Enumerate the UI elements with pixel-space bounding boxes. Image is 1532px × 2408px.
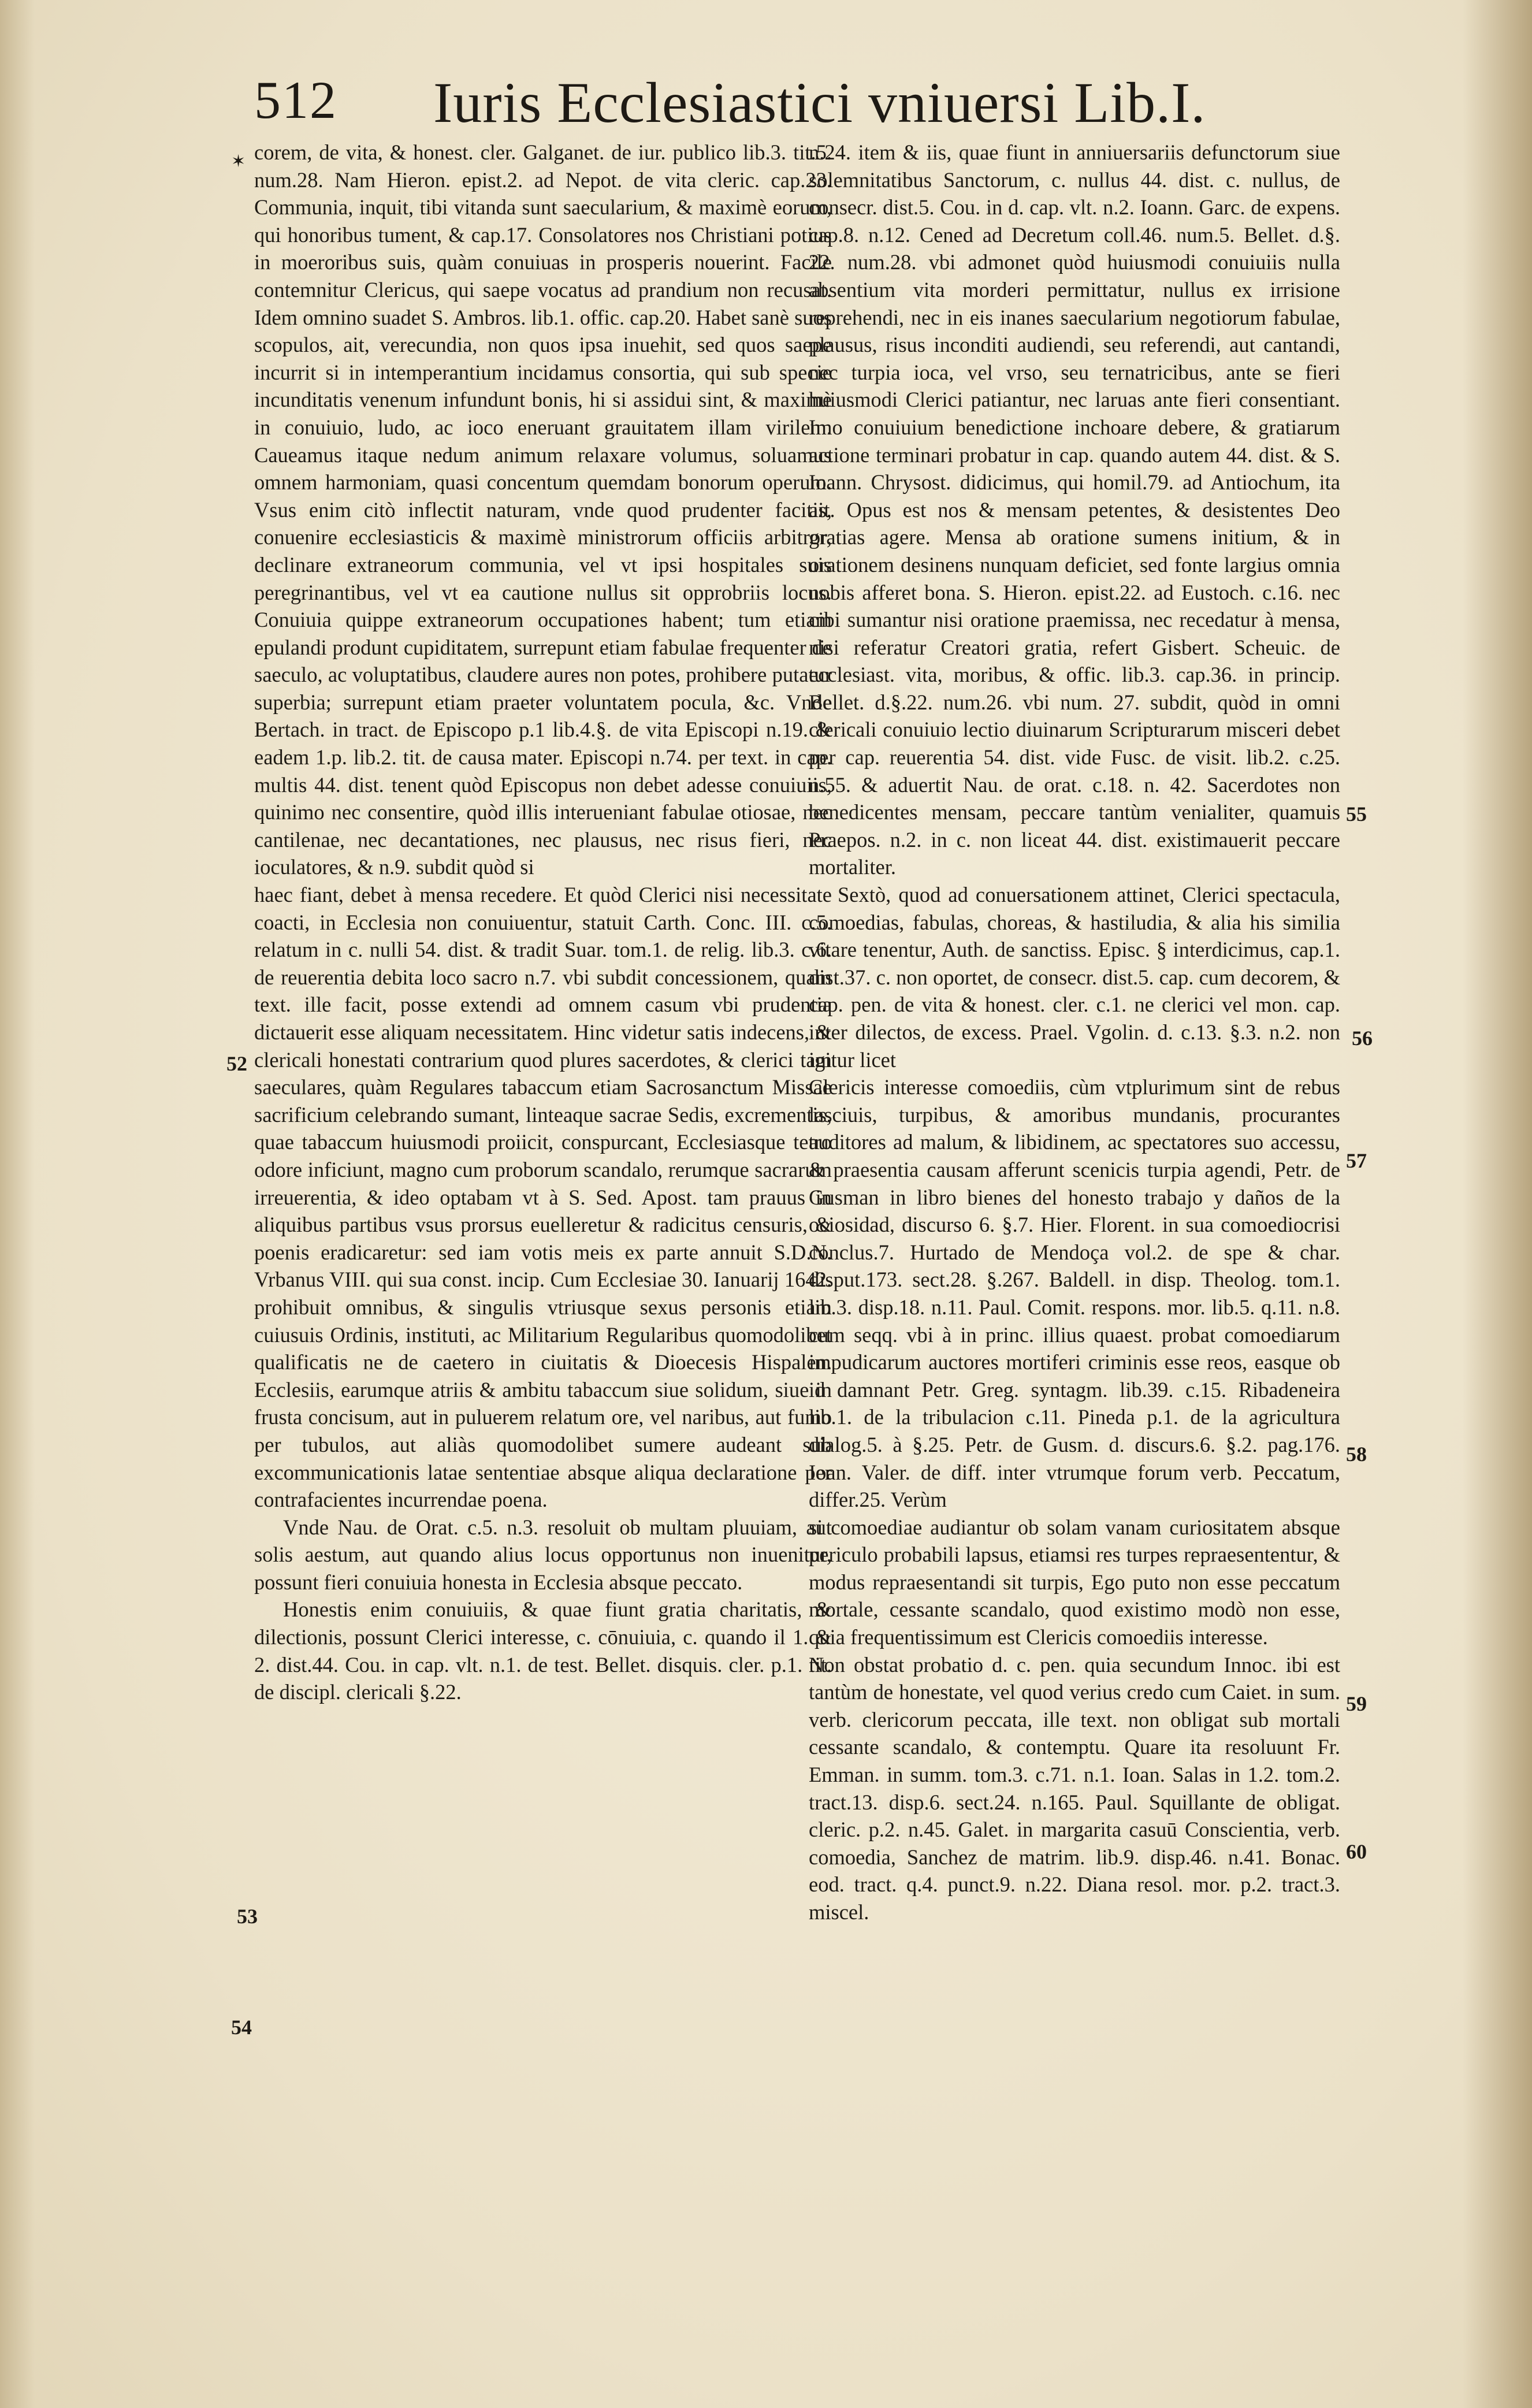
page-number: 512 [254,70,337,129]
paragraph-56: Sextò, quod ad conuersationem attinet, Clerici spectacula, comoedias, fabulas, choreas, & hastiludia, & alia his similia vitare tenentur, Auth. de sanctiss. Episc. § interdicimus, cap.1. dist.37. c. non oportet, de consecr. dist.5. cap. cum decorem, & cap. pen. de vita & honest. cler. c.1. ne clerici vel mon. cap. inter dilectos, de excess. Prael. Vgolin. d. c.13. §.3. n.2. non igitur licet [809,883,1340,1072]
paragraph-60: Non obstat probatio d. c. pen. quia secundum Innoc. ibi est tantùm de honestate, vel quod verius credo cum Caiet. in sum. verb. clericorum peccata, ille text. non obligat sub mortali cessante scandalo, & contemptu. Quare ita resoluunt Fr. Emman. in summ. tom.3. c.71. n.1. Ioan. Salas in 1.2. tom.2. tract.13. disp.6. sect.24. n.165. Paul. Squillante de obligat. cleric. p.2. n.45. Galet. in margarita casuū Conscientia, verb. comoedia, Sanchez de matrim. lib.9. disp.46. n.41. Bonac. eod. tract. q.4. punct.9. n.22. Diana resol. mor. p.2. tract.3. miscel. [809,1652,1340,1924]
margin-number-58: 58 [1346,1443,1367,1466]
paragraph-57: Clericis interesse comoediis, cùm vtplurimum sint de rebus lasciuis, turpibus, & amoribus mundanis, procurantes auditores ad malum, & libidinem, ac spectatores suo accessu, & praesentia causam afferunt scenicis turpia agendi, Petr. de Gusman in libro bienes del honesto trabajo y daños de la ociosidad, discurso 6. §.7. Hier. Florent. in sua comoediocrisi conclus.7. Hurtado de Mendoça vol.2. de spe & char. disput.173. sect.28. §.267. Baldell. in disp. Theolog. tom.1. lib.3. disp.18. n.11. Paul. Comit. respons. mor. lib.5. q.11. n.8. cum seqq. vbi à in princ. illius quaest. probat comoediarum impudicarum auctores mortiferi criminis esse reos, easque ob id damnant Petr. Greg. syntagm. lib.39. c.15. Ribadeneira lib.1. de la tribulacion c.11. Pineda p.1. de la agricultura dialog.5. à §.25. Petr. de Gusm. d. discurs.6. §.2. pag.176. Ioan. Valer. de diff. inter vtrumque forum verb. Peccatum, differ.25. Verùm [809,1075,1340,1512]
margin-number-55: 55 [1346,802,1367,826]
margin-number-59: 59 [1346,1692,1367,1715]
paragraph-54: Honestis enim conuiuiis, & quae fiunt gratia charitatis, & dilectionis, possunt Clerici interesse, c. cōnuiuia, c. quando il 1. & 2. dist.44. Cou. in cap. vlt. n.1. de test. Bellet. disquis. cler. p.1. tit. de discipl. clericali §.22. [254,1597,832,1704]
paragraph-53: Vnde Nau. de Orat. c.5. n.3. resoluit ob multam pluuiam, aut solis aestum, aut quando alius locus opportunus non inuenitur, possunt fieri conuiuia honesta in Ecclesia absque peccato. [254,1515,832,1594]
margin-number-60: 60 [1346,1840,1367,1863]
left-column [254,139,832,1976]
margin-number-53: 53 [237,1905,258,1928]
running-title: Iuris Ecclesiastici vniuersi Lib.I. [433,70,1206,135]
margin-number-52: 52 [226,1052,247,1075]
margin-number-54: 54 [231,2016,252,2039]
margin-number-56: 56 [1352,1027,1373,1050]
gutter-shadow [1463,0,1532,2408]
left-intro-paragraph: corem, de vita, & honest. cler. Galganet. de iur. publico lib.3. tit.5. num.28. Nam Hieron. epist.2. ad Nepot. de vita cleric. cap.23. Communia, inquit, tibi vitanda sunt saecularium, & maximè eorum, qui honoribus tument, & cap.17. Consolatores nos Christiani potius in moeroribus suis, quàm conuiuas in prosperis nouerint. Facile contemnitur Clericus, qui saepe vocatus ad prandium non recusat. Idem omnino suadet S. Ambros. lib.1. offic. cap.20. Habet sanè suos scopulos, ait, verecundia, non quos ipsa inuehit, sed quos saepe incurrit si in intemperantium incidamus consortia, qui sub specie incunditatis venenum infundunt bonis, hi si assidui sint, & maximè in conuiuio, ludo, ac ioco eneruant grauitatem illam virilem. Caueamus itaque nedum animum relaxare volumus, soluamus omnem harmoniam, quasi concentum quemdam bonorum operum. Vsus enim citò inflectit naturam, vnde quod prudenter facitis, conuenire ecclesiasticis & maximè ministrorum officiis arbitror, declinare extraneorum communia, vel vt ipsi hospitales suis peregrinantibus, vel vt ea cautione nullus sit opprobriis locus. Conuiuia quippe extraneorum occupationes habent; tum etiam epulandi produnt cupiditatem, surrepunt etiam fabulae frequenter de saeculo, ac voluptatibus, claudere aures non potes, prohibere putatur superbia; surrepunt etiam praeter voluntatem pocula, &c. Vnde Bertach. in tract. de Episcopo p.1 lib.4.§. de vita Episcopi n.19. & eadem 1.p. lib.2. tit. de causa mater. Episcopi n.74. per text. in cap. multis 44. dist. tenent quòd Episcopus non debet adesse conuiuiis, quinimo nec consentire, quòd illis interueniant fabulae otiosae, nec cantilenae, nec decantationes, nec plausus, nec risus fieri, nec ioculatores, & n.9. subdit quòd si [254,140,832,879]
paragraph-59: si comoediae audiantur ob solam vanam curiositatem absque periculo probabili lapsus, etiamsi res turpes repraesententur, & modus repraesentandi sit turpis, Ego puto non esse peccatum mortale, cessante scandalo, quod existimo modò non esse, quia frequentissimum est Clericis comoediis interesse. [809,1515,1340,1649]
right-intro-paragraph: n.24. item & iis, quae fiunt in anniuersariis defunctorum siue solemnitatibus Sanctorum, c. nullus 44. dist. c. nullus, de consecr. dist.5. Cou. in d. cap. vlt. n.2. Ioann. Garc. de expens. cap.8. n.12. Cened ad Decretum coll.46. num.5. Bellet. d.§. 22. num.28. vbi admonet quòd huiusmodi conuiuiis nulla absentium vita morderi permittatur, nullus ex irrisione reprehendi, nec in eis inanes saecularium negotiorum fabulae, plausus, risus inconditi audiendi, seu referendi, aut cantandi, nec turpia ioca, vel vrso, seu ternatricibus, ante se fieri huiusmodi Clerici patiantur, nec laruas ante fieri consentiant. Imo conuiuium benedictione inchoare debere, & gratiarum actione terminari probatur in cap. quando autem 44. dist. & S. Ioann. Chrysost. didicimus, qui homil.79. ad Antiochum, ita ait. Opus est nos & mensam petentes, & desistentes Deo gratias agere. Mensa ab oratione sumens initium, & in orationem desinens nunquam deficiet, sed fonte largius omnia nobis afferet bona. S. Hieron. epist.22. ad Eustoch. c.16. nec cibi sumantur nisi oratione praemissa, nec recedatur à mensa, nisi referatur Creatori gratia, refert Gisbert. Scheuic. de ecclesiast. vita, moribus, & offic. lib.3. cap.36. in princip. Bellet. d.§.22. num.26. vbi num. 27. subdit, quòd in omni clericali conuiuio lectio diuinarum Scripturarum misceri debet per cap. reuerentia 54. dist. vide Fusc. de visit. lib.2. c.25. n.55. & aduertit Nau. de orat. c.18. n. 42. Sacerdotes non benedicentes mensam, peccare tantùm venialiter, quamuis Praepos. n.2. in c. non liceat 44. dist. existimauerit peccare mortaliter. [809,140,1340,879]
paragraph-52: haec fiant, debet à mensa recedere. Et quòd Clerici nisi necessitate coacti, in Ecclesia non conuiuentur, statuit Carth. Conc. III. c.5. relatum in c. nulli 54. dist. & tradit Suar. tom.1. de relig. lib.3. c.6. de reuerentia debita loco sacro n.7. vbi subdit concessionem, quam text. ille facit, posse extendi ad omnem casum vbi prudentia dictauerit esse aliquam necessitatem. Hinc videtur satis indecens, & clericali honestati contrarium quod plures sacerdotes, & clerici tam saeculares, quàm Regulares tabaccum etiam Sacrosanctum Missae sacrificium celebrando sumant, linteaque sacrae Sedis, excrementis, quae tabaccum huiusmodi proiicit, conspurcant, Ecclesiasque tetro odore inficiunt, magno cum proborum scandalo, rerumque sacrarum irreuerentia, & ideo optabam vt à S. Sed. Apost. tam prauus in aliquibus partibus vsus prorsus euelleretur & radicitus censuris, & poenis eradicaretur: sed iam votis meis ex parte annuit S.D.N. Vrbanus VIII. qui sua const. incip. Cum Ecclesiae 30. Ianuarij 1642. prohibuit omnibus, & singulis vtriusque sexus personis etiam cuiusuis Ordinis, instituti, ac Militarium Regularibus quomodolibet qualificatis ne de caetero in ciuitatis & Dioecesis Hispalen. Ecclesiis, earumque atriis & ambitu tabaccum siue solidum, siue in frusta concisum, aut in puluerem relatum ore, vel naribus, aut fumo per tubulos, aut aliàs quomodolibet sumere audeant sub excommunicationis latae sententiae absque aliqua declaratione per contrafacientes incurrendae poena. [254,883,832,1512]
page-header [254,69,1352,139]
bullet-mark-icon: ✶ [231,152,246,171]
margin-number-57: 57 [1346,1149,1367,1172]
page-edge-shadow [0,0,35,2408]
right-column [809,139,1340,2103]
